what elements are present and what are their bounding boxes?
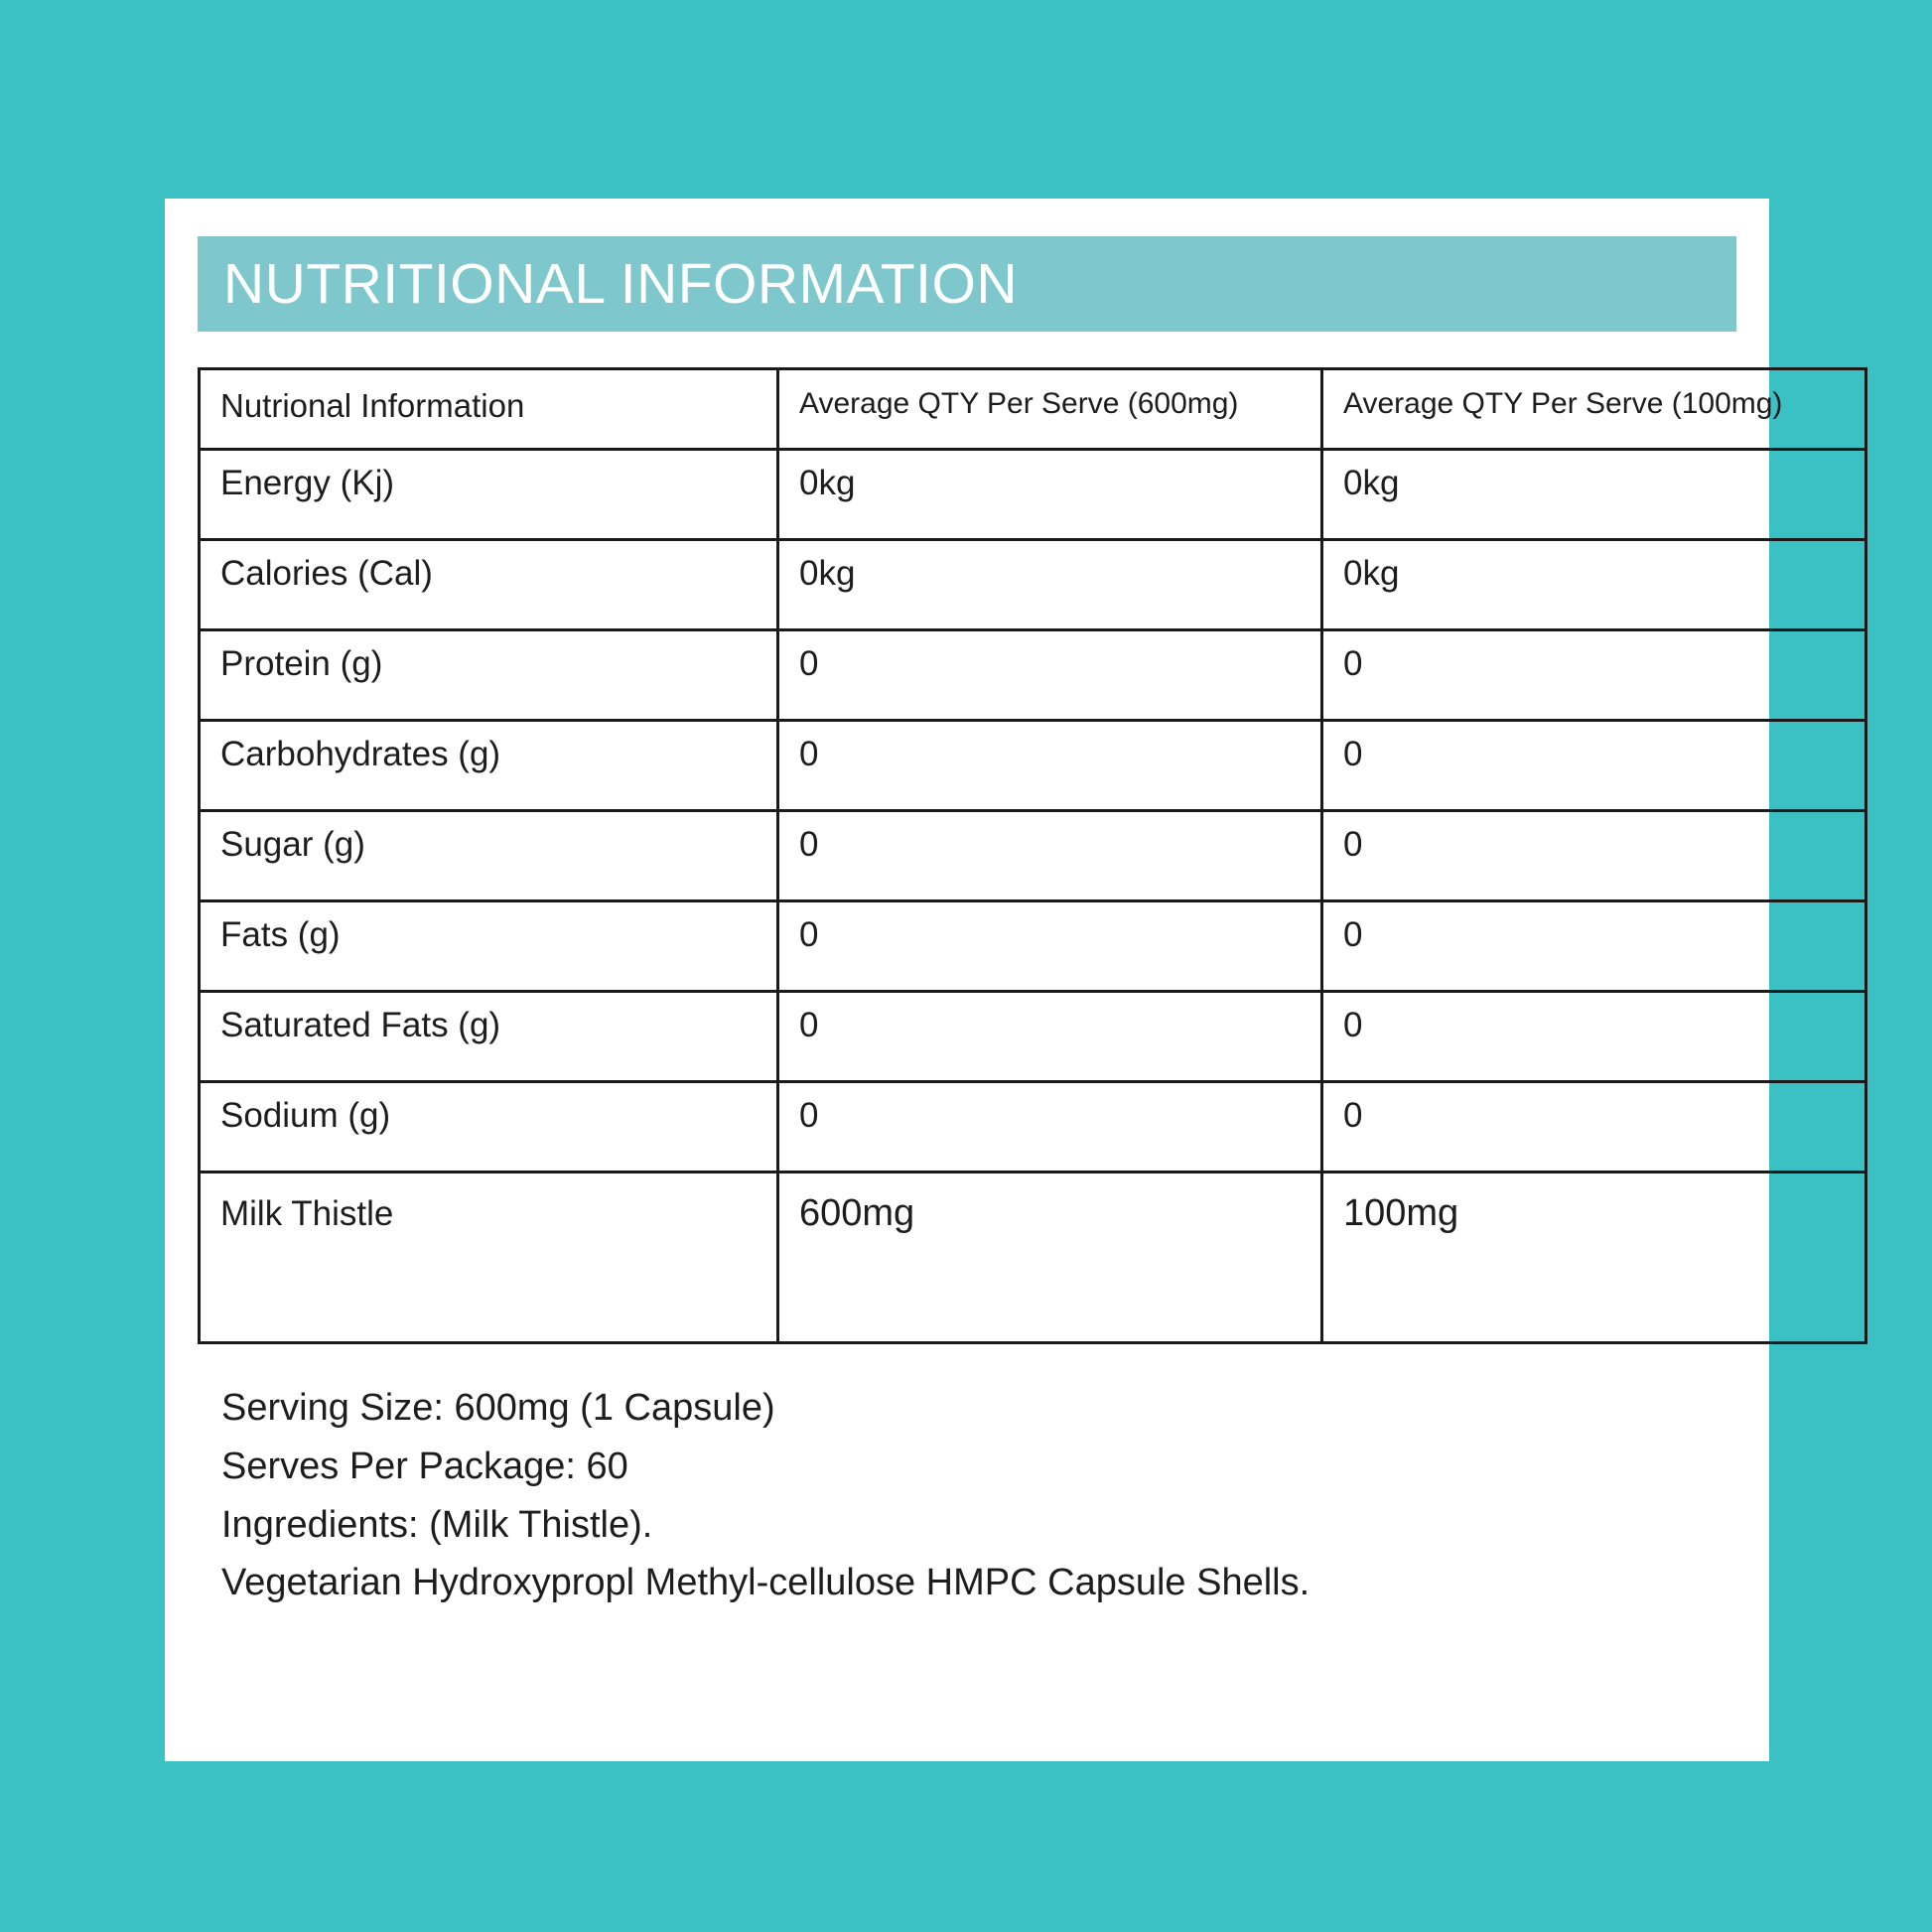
row-label: Carbohydrates (g) (200, 721, 778, 811)
table-row (200, 811, 1866, 901)
ingredients-text: Ingredients: (Milk Thistle). (221, 1503, 653, 1546)
capsule-shells-text: Vegetarian Hydroxypropl Methyl-cellulose HMPC Capsule Shells. (221, 1562, 1311, 1604)
serves-per-package-text: Serves Per Package: 60 (221, 1445, 628, 1487)
label-content (198, 236, 1783, 1607)
column-header-nutrient: Nutrional Information (200, 369, 778, 450)
nutrition-table (198, 367, 1867, 1344)
table-row (200, 901, 1866, 992)
row-value-600mg: 0 (778, 901, 1322, 992)
row-label: Sugar (g) (200, 811, 778, 901)
row-label: Energy (Kj) (200, 450, 778, 540)
footer-details (198, 1384, 1736, 1607)
table-row (200, 1082, 1866, 1173)
row-value-600mg: 0 (778, 1082, 1322, 1173)
row-value-100mg: 0kg (1322, 450, 1866, 540)
page-title: NUTRITIONAL INFORMATION (223, 251, 1018, 316)
row-value-100mg: 0kg (1322, 540, 1866, 630)
row-value-100mg: 0 (1322, 1082, 1866, 1173)
row-value-100mg: 0 (1322, 992, 1866, 1082)
table-row (200, 540, 1866, 630)
nutritional-information-banner (198, 236, 1736, 332)
table-header-row (200, 369, 1866, 450)
row-value-600mg: 0 (778, 992, 1322, 1082)
row-value-600mg: 0kg (778, 540, 1322, 630)
row-value-600mg: 0 (778, 630, 1322, 721)
row-label: Saturated Fats (g) (200, 992, 778, 1082)
nutrition-label-card (165, 199, 1783, 1761)
row-label: Sodium (g) (200, 1082, 778, 1173)
row-value-600mg: 0kg (778, 450, 1322, 540)
row-label: Calories (Cal) (200, 540, 778, 630)
row-value-100mg: 100mg (1322, 1173, 1866, 1343)
table-row (200, 630, 1866, 721)
table-row (200, 450, 1866, 540)
row-value-100mg: 0 (1322, 811, 1866, 901)
row-label: Protein (g) (200, 630, 778, 721)
row-value-100mg: 0 (1322, 721, 1866, 811)
row-value-100mg: 0 (1322, 630, 1866, 721)
row-value-600mg: 0 (778, 811, 1322, 901)
row-label: Fats (g) (200, 901, 778, 992)
serving-size-text: Serving Size: 600mg (1 Capsule) (221, 1387, 775, 1430)
table-row (200, 992, 1866, 1082)
table-row (200, 721, 1866, 811)
row-label: Milk Thistle (200, 1173, 778, 1343)
row-value-100mg: 0 (1322, 901, 1866, 992)
table-row (200, 1173, 1866, 1343)
row-value-600mg: 600mg (778, 1173, 1322, 1343)
column-header-serve-600mg: Average QTY Per Serve (600mg) (778, 369, 1322, 450)
row-value-600mg: 0 (778, 721, 1322, 811)
column-header-serve-100mg: Average QTY Per Serve (100mg) (1322, 369, 1866, 450)
